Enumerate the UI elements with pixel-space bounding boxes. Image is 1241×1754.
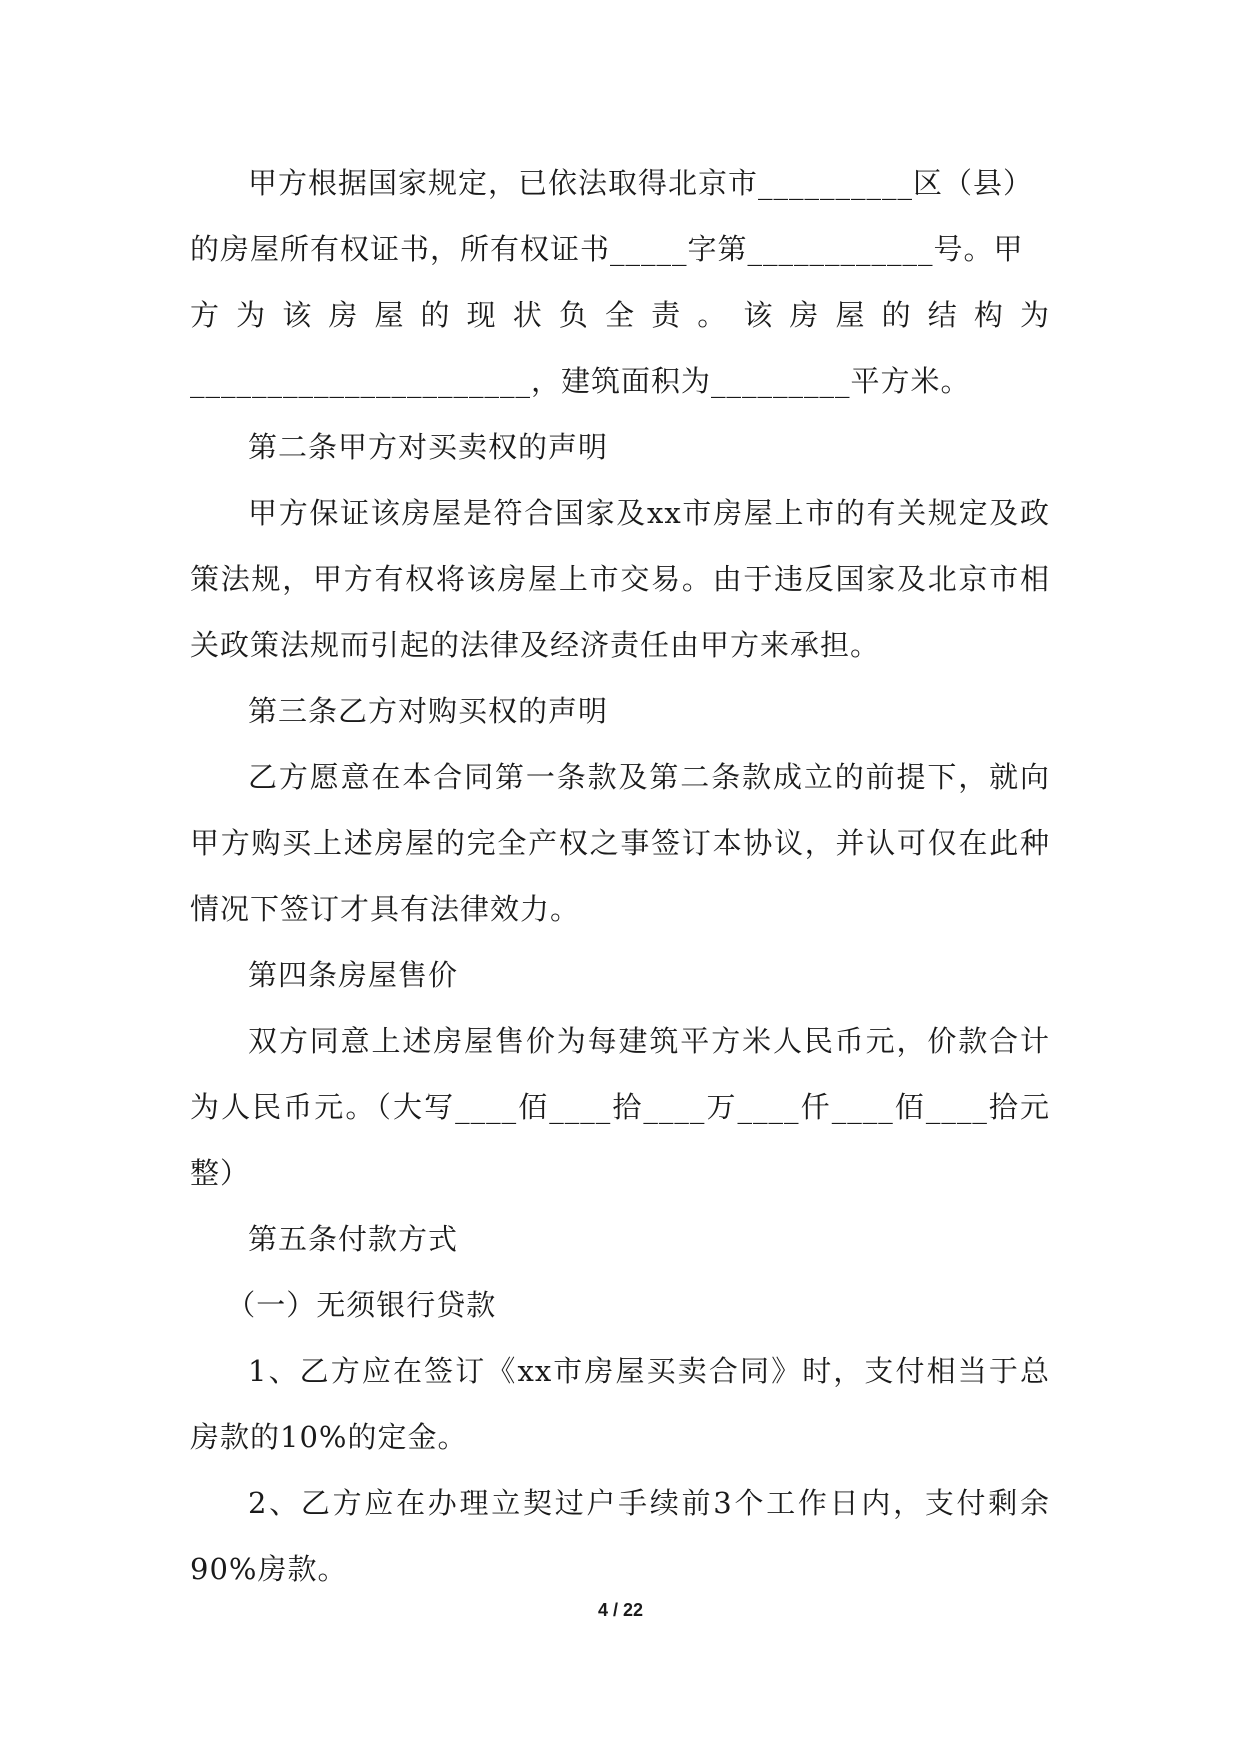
- heading-article-2: 第二条甲方对买卖权的声明: [248, 430, 609, 464]
- paragraph-property-certificate-line-2: 的房屋所有权证书，所有权证书_____字第____________号。甲: [190, 232, 1024, 266]
- paragraph-buyer-declaration: 乙方愿意在本合同第一条款及第二条款成立的前提下，就向甲方购买上述房屋的完全产权之事签订本协议，并认可仅在此种情况下签订才具有法律效力。: [190, 760, 1050, 926]
- paragraph-property-certificate-line-4: ______________________，建筑面积为_________平方米。: [190, 364, 971, 398]
- paragraph-property-certificate-line-1: 甲方根据国家规定，已依法取得北京市__________区（县）: [248, 166, 1034, 200]
- paragraph-sale-price: 双方同意上述房屋售价为每建筑平方米人民币元，价款合计为人民币元。（大写____佰____拾____万____仟____佰____拾元整）: [190, 1024, 1050, 1190]
- heading-article-4: 第四条房屋售价: [248, 958, 459, 992]
- paragraph-payment-balance: 2、乙方应在办理立契过户手续前3个工作日内，支付剩余90%房款。: [190, 1486, 1050, 1586]
- heading-no-bank-loan: （一）无须银行贷款: [226, 1288, 497, 1322]
- document-body: [190, 150, 1050, 1602]
- paragraph-property-certificate-line-3: 方为该房屋的现状负全责。该房屋的结构为: [190, 298, 1050, 332]
- page-number: 4 / 22: [597, 1600, 644, 1620]
- paragraph-payment-deposit: 1、乙方应在签订《xx市房屋买卖合同》时，支付相当于总房款的10%的定金。: [190, 1354, 1050, 1454]
- paragraph-seller-declaration: 甲方保证该房屋是符合国家及xx市房屋上市的有关规定及政策法规，甲方有权将该房屋上市交易。由于违反国家及北京市相关政策法规而引起的法律及经济责任由甲方来承担。: [190, 496, 1050, 662]
- heading-article-5: 第五条付款方式: [248, 1222, 459, 1256]
- heading-article-3: 第三条乙方对购买权的声明: [248, 694, 609, 728]
